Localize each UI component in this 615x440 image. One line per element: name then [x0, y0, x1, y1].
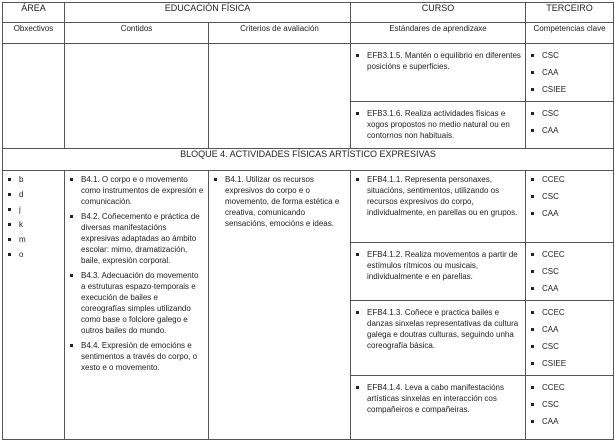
- contents-cell: [65, 171, 209, 440]
- criteria-header: Criterios de avaliación: [209, 23, 351, 44]
- competence-item: CCEC: [530, 307, 609, 318]
- contents-header: Contidos: [65, 23, 209, 44]
- standard-item: EFB3.1.6. Realiza actividades físicas e xogos propostos no medio natural ou en contornos non habituais.: [355, 108, 521, 141]
- competence-item: CSC: [530, 266, 609, 277]
- standard-item: EFB4.1.3. Coñece e practica bailes e danzas sinxelas representativas da cultura galega e doutras culturas, seguindo unha coreografía básica.: [355, 307, 521, 351]
- objective-item: m: [7, 234, 60, 245]
- objectives-header: Obxectivos: [3, 23, 65, 44]
- standard-item: EFB4.1.4. Leva a cabo manifestacións artísticas sinxelas en interacción cos compañeiros e compañeiras.: [355, 382, 521, 415]
- standard-cell: [351, 102, 526, 149]
- standard-item: EFB3.1.5. Mantén o equilibrio en diferentes posicións e superficies.: [355, 50, 521, 72]
- competence-item: CSIEE: [530, 358, 609, 369]
- standard-item: EFB4.1.2. Realiza movementos a partir de estímulos rítmicos ou musicais, individualmente e en parellas.: [355, 249, 521, 282]
- competence-item: CAA: [530, 208, 609, 219]
- criteria-cell: [209, 44, 351, 149]
- competences-cell: [526, 44, 614, 102]
- competence-item: CSC: [530, 108, 609, 119]
- contents-cell: [65, 44, 209, 149]
- standard-cell: [351, 301, 526, 376]
- competence-item: CAA: [530, 324, 609, 335]
- competence-item: CAA: [530, 416, 609, 427]
- block-title: BLOQUE 4. ACTIVIDADES FÍSICAS ARTÍSTICO EXPRESIVAS: [3, 149, 614, 171]
- standard-item: EFB4.1.1. Representa personaxes, situacións, sentimentos, utilizando os recursos expresivos do corpo, individualmente, en parellas ou en grupos.: [355, 174, 521, 218]
- table-row: [3, 171, 614, 243]
- competence-item: CCEC: [530, 174, 609, 185]
- competence-item: CAA: [530, 283, 609, 294]
- competence-item: CSIEE: [530, 84, 609, 95]
- objective-item: k: [7, 219, 60, 230]
- criteria-cell: [209, 171, 351, 440]
- area-header: ÁREA: [3, 3, 65, 23]
- criteria-item: B4.1. Utilizar os recursos expresivos do corpo e o movemento, de forma estética e creativa, comunicando sensacións, emocións e ideas.: [213, 174, 346, 229]
- competence-item: CAA: [530, 125, 609, 136]
- table-row: [3, 44, 614, 102]
- competences-header: Competencias clave: [526, 23, 614, 44]
- content-item: B4.1. O corpo e o movemento como instrumentos de expresión e comunicación.: [69, 174, 204, 207]
- competence-item: CSC: [530, 341, 609, 352]
- standard-cell: [351, 44, 526, 102]
- competences-cell: [526, 301, 614, 376]
- objectives-cell: [3, 44, 65, 149]
- course-value-header: TERCEIRO: [526, 3, 614, 23]
- content-item: B4.2. Coñecemento e práctica de diversas manifestacións expresivas adaptadas ao ámbito escolar: mimo, dramatización, baile, expresión corporal.: [69, 211, 204, 266]
- competences-cell: [526, 376, 614, 440]
- objective-item: j: [7, 204, 60, 215]
- standards-header: Estándares de aprendizaxe: [351, 23, 526, 44]
- competence-item: CSC: [530, 50, 609, 61]
- competence-item: CCEC: [530, 249, 609, 260]
- objective-item: b: [7, 174, 60, 185]
- competences-cell: [526, 243, 614, 301]
- competence-item: CAA: [530, 67, 609, 78]
- subheader-row: [3, 23, 614, 44]
- header-row: [3, 3, 614, 23]
- curriculum-table: [2, 2, 614, 440]
- objective-item: o: [7, 249, 60, 260]
- content-item: B4.4. Expresión de emocións e sentimentos a través do corpo, o xesto e o movemento.: [69, 340, 204, 373]
- competences-cell: [526, 102, 614, 149]
- standard-cell: [351, 243, 526, 301]
- subject-header: EDUCACIÓN FÍSICA: [65, 3, 351, 23]
- competence-item: CCEC: [530, 382, 609, 393]
- objectives-cell: [3, 171, 65, 440]
- course-header: CURSO: [351, 3, 526, 23]
- content-item: B4.3. Adecuación do movemento a estruturas espazo-temporais e execución de bailes e coreografías simples utilizando como base o folclore galego e outros bailes do mundo.: [69, 270, 204, 336]
- competence-item: CSC: [530, 399, 609, 410]
- block-title-row: [3, 149, 614, 171]
- standard-cell: [351, 376, 526, 440]
- standard-cell: [351, 171, 526, 243]
- objective-item: d: [7, 189, 60, 200]
- competences-cell: [526, 171, 614, 243]
- competence-item: CSC: [530, 191, 609, 202]
